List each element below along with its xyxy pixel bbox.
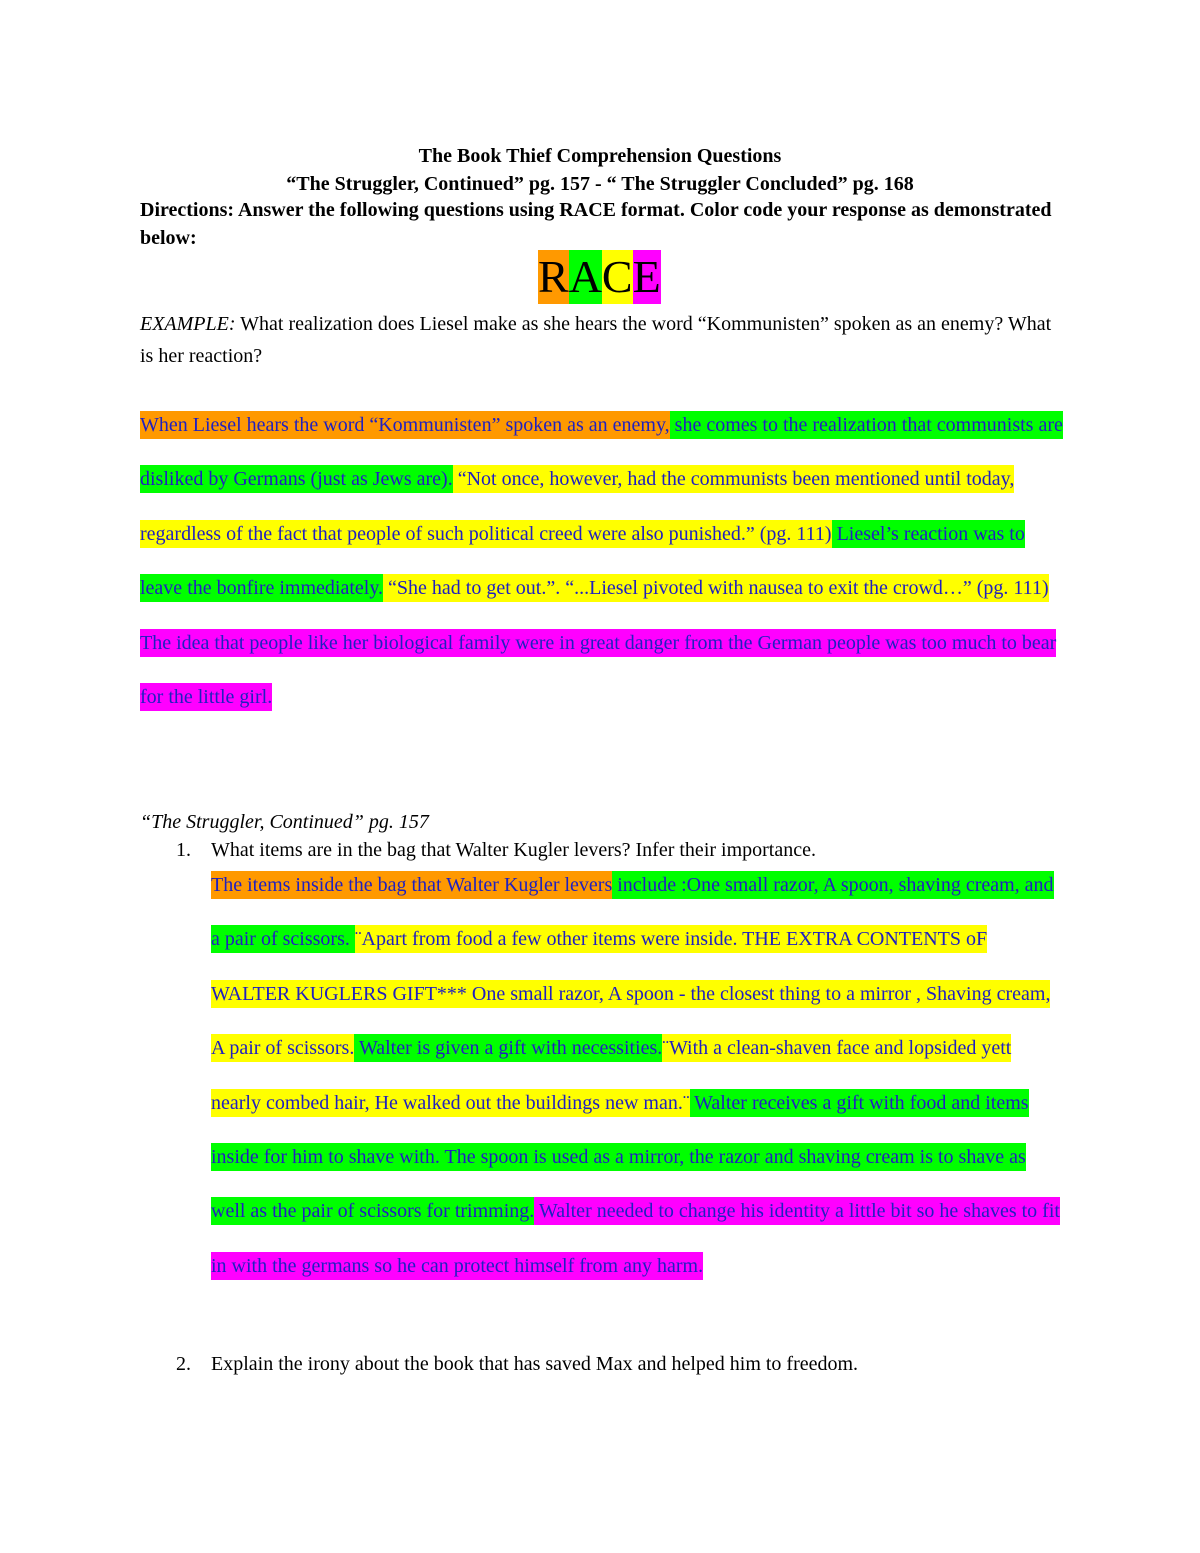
race-legend	[538, 250, 661, 304]
answer-cite: “Not once, however, had the communists been mentioned until today, regardless of the fact that people of such political creed were also punished.” (pg. 111)	[140, 465, 1014, 547]
example-question-text: What realization does Liesel make as she hears the word “Kommunisten” spoken as an enemy? What is her reaction?	[140, 313, 1052, 367]
question-number: 1.	[176, 839, 191, 861]
directions: Directions: Answer the following questions using RACE format. Color code your response as demonstrated below:	[140, 199, 1052, 249]
section-heading: “The Struggler, Continued” pg. 157	[140, 811, 429, 833]
answer-restate: The items inside the bag that Walter Kugler levers	[211, 871, 612, 899]
question-number: 2.	[176, 1353, 191, 1375]
answer-restate: When Liesel hears the word “Kommunisten” spoken as an enemy,	[140, 411, 670, 439]
answer-answer: Liesel’s reaction was to leave the bonfire immediately.	[140, 520, 1025, 602]
document-title: The Book Thief Comprehension Questions	[418, 145, 782, 167]
question-1-answer	[211, 858, 1061, 1293]
question-text: Explain the irony about the book that has saved Max and helped him to freedom.	[211, 1353, 859, 1375]
answer-explain: The idea that people like her biological family were in great danger from the German people was too much to bear for the little girl.	[140, 629, 1056, 711]
answer-answer: she comes to the realization that communists are disliked by Germans (just as Jews are).	[140, 411, 1063, 493]
answer-cite: ¨Apart from food a few other items were inside. THE EXTRA CONTENTS oF WALTER KUGLERS GIFT*** One small razor, A spoon - the closest thing to a mirror , Shaving cream, A pair of scissors.	[211, 925, 1050, 1062]
answer-answer: Walter is given a gift with necessities.	[354, 1034, 662, 1062]
answer-cite: ¨With a clean-shaven face and lopsided yett nearly combed hair, He walked out the buildings new man.¨	[211, 1034, 1011, 1116]
race-letter-e: E	[632, 251, 661, 302]
document-subtitle: “The Struggler, Continued” pg. 157 - “ The Struggler Concluded” pg. 168	[286, 173, 914, 195]
answer-answer: include :One small razor, A spoon, shaving cream, and a pair of scissors.	[211, 871, 1054, 953]
example-label: EXAMPLE:	[140, 313, 236, 335]
answer-explain: Walter needed to change his identity a little bit so he shaves to fit in with the germans so he can protect himself from any harm.	[211, 1197, 1060, 1279]
race-letter-a: A	[568, 251, 602, 302]
answer-answer: Walter receives a gift with food and items inside for him to shave with. The spoon is used as a mirror, the razor and shaving cream is to shave as well as the pair of scissors for trimming.	[211, 1089, 1029, 1226]
race-letter-r: R	[538, 251, 569, 302]
example-question	[140, 308, 1060, 372]
race-letter-c: C	[601, 251, 633, 302]
answer-cite: “She had to get out.”. “...Liesel pivoted with nausea to exit the crowd…” (pg. 111)	[383, 574, 1049, 602]
question-text: What items are in the bag that Walter Kugler levers? Infer their importance.	[211, 839, 816, 861]
example-answer	[140, 398, 1065, 724]
